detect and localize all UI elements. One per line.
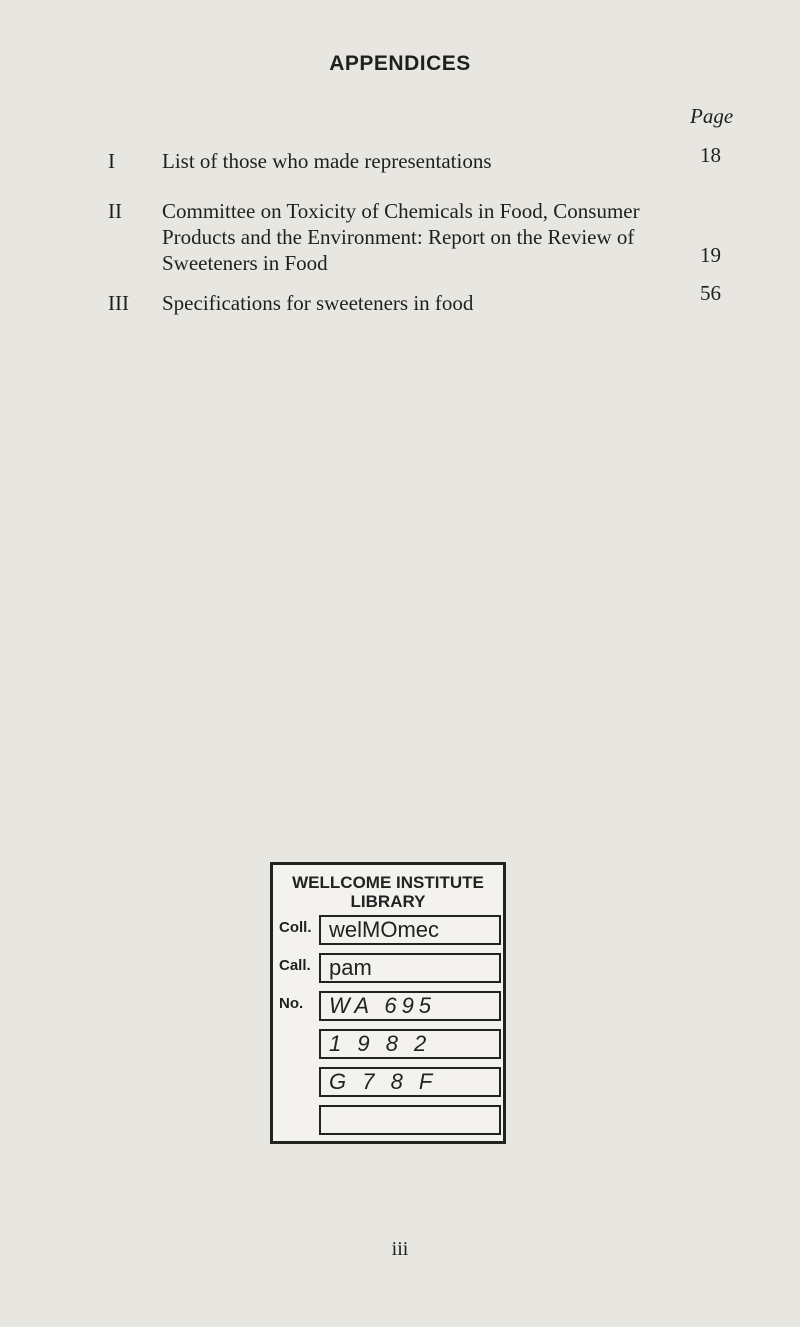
stamp-extra-row: [279, 1029, 501, 1061]
stamp-header: [283, 873, 493, 911]
stamp-no-label: No.: [279, 995, 304, 1012]
stamp-no-row: [279, 991, 501, 1023]
appendix-page: 56: [700, 281, 721, 305]
appendix-title: List of those who made representations: [162, 149, 492, 173]
stamp-coll-value: welMOmec: [319, 915, 501, 945]
page-column-header: Page: [690, 104, 734, 128]
appendix-number: III: [108, 291, 129, 315]
appendix-title: Specifications for sweeteners in food: [162, 291, 474, 315]
appendix-number: II: [108, 199, 122, 223]
appendix-page: 18: [700, 143, 721, 167]
stamp-call-row: [279, 953, 501, 985]
page-number: iii: [391, 1238, 409, 1260]
stamp-coll-row: [279, 915, 501, 947]
stamp-extra-value-2: G 7 8 F: [319, 1067, 501, 1097]
stamp-library: LIBRARY: [350, 892, 426, 911]
stamp-empty-box: [319, 1105, 501, 1135]
stamp-call-label: Call.: [279, 957, 311, 974]
stamp-coll-label: Coll.: [279, 919, 312, 936]
stamp-no-value: WA 695: [319, 991, 501, 1021]
stamp-extra-row: [279, 1067, 501, 1099]
stamp-call-value: pam: [319, 953, 501, 983]
stamp-extra-value-1: 1 9 8 2: [319, 1029, 501, 1059]
appendix-number: I: [108, 149, 115, 173]
appendix-title: Committee on Toxicity of Chemicals in Food, Consumer Products and the Environment: Report on the Review of Sweeteners in Food: [162, 199, 640, 275]
stamp-institute: WELLCOME INSTITUTE: [292, 873, 484, 892]
stamp-empty-row: [279, 1105, 501, 1137]
appendix-page: 19: [700, 243, 721, 267]
page-title: APPENDICES: [329, 52, 471, 75]
library-stamp: [270, 862, 506, 1144]
